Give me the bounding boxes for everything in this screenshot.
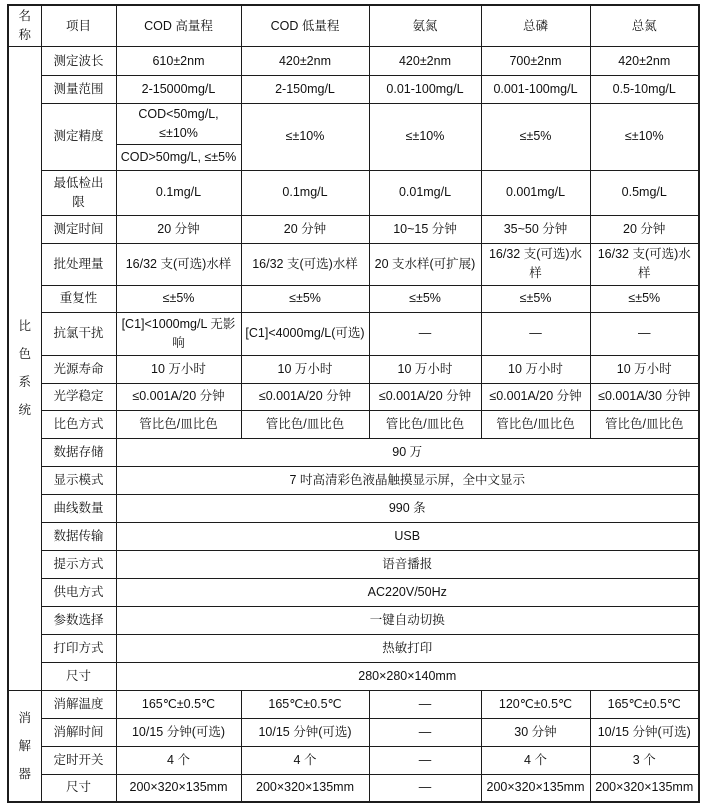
- cell-optical-3: ≤0.001A/20 分钟: [481, 383, 590, 410]
- row-detection-limit: [8, 170, 699, 215]
- cell-accuracy-nh3n: ≤±10%: [369, 104, 481, 171]
- cell-cmode-0: 管比色/皿比色: [116, 410, 241, 438]
- cell-timer-3: 4 个: [481, 746, 590, 774]
- row-label-chlorine: 抗氯干扰: [41, 312, 116, 355]
- cell-timer-4: 3 个: [590, 746, 699, 774]
- cell-timer-1: 4 个: [241, 746, 369, 774]
- row-label-range: 测量范围: [41, 76, 116, 104]
- cell-display: 7 吋高清彩色液晶触摸显示屏，全中文显示: [116, 466, 699, 494]
- row-transfer: [8, 522, 699, 550]
- row-label-detection-limit: [41, 170, 116, 215]
- cell-range-4: 0.5-10mg/L: [590, 76, 699, 104]
- cell-detection-2: 0.01mg/L: [369, 170, 481, 215]
- cell-mtime-1: 20 分钟: [241, 215, 369, 243]
- cell-dtime-2: —: [369, 718, 481, 746]
- cell-dtemp-4: 165℃±0.5℃: [590, 690, 699, 718]
- cell-batch-2: 20 支水样(可扩展): [369, 243, 481, 285]
- row-label-measure-time: 测定时间: [41, 215, 116, 243]
- row-print: [8, 634, 699, 662]
- row-label-digester-size: 尺寸: [41, 774, 116, 802]
- header-cell-nh3n: 氨氮: [369, 5, 481, 47]
- cell-transfer: USB: [116, 522, 699, 550]
- row-label-timer-switch: 定时开关: [41, 746, 116, 774]
- row-range: [8, 76, 699, 104]
- cell-dtemp-0: 165℃±0.5℃: [116, 690, 241, 718]
- spec-table: [7, 4, 700, 803]
- cell-curves: 990 条: [116, 494, 699, 522]
- cell-repeat-4: ≤±5%: [590, 285, 699, 312]
- row-power: [8, 578, 699, 606]
- row-label-prompt: 提示方式: [41, 550, 116, 578]
- cell-cmode-1: 管比色/皿比色: [241, 410, 369, 438]
- cell-optical-4: ≤0.001A/30 分钟: [590, 383, 699, 410]
- cell-accuracy-tp: ≤±5%: [481, 104, 590, 171]
- row-colorimetric-mode: [8, 410, 699, 438]
- cell-dtime-3: 30 分钟: [481, 718, 590, 746]
- cell-repeat-3: ≤±5%: [481, 285, 590, 312]
- section-digester-text: 消解器: [18, 710, 31, 781]
- row-measure-time: [8, 215, 699, 243]
- cell-chlorine-4: —: [590, 312, 699, 355]
- row-label-detection-limit-text: 最低检出限: [53, 175, 104, 209]
- row-batch: [8, 243, 699, 285]
- cell-mtime-4: 20 分钟: [590, 215, 699, 243]
- cell-wavelength-0: 610±2nm: [116, 47, 241, 76]
- cell-dsize-3: 200×320×135mm: [481, 774, 590, 802]
- row-label-param-select: 参数选择: [41, 606, 116, 634]
- row-label-wavelength: 测定波长: [41, 47, 116, 76]
- row-label-curves: 曲线数量: [41, 494, 116, 522]
- row-label-repeatability: 重复性: [41, 285, 116, 312]
- cell-range-0: 2-15000mg/L: [116, 76, 241, 104]
- row-label-colorimetric-mode: 比色方式: [41, 410, 116, 438]
- header-cell-tp: 总磷: [481, 5, 590, 47]
- header-cell-name: [8, 5, 41, 47]
- cell-dsize-2: —: [369, 774, 481, 802]
- cell-dtemp-3: 120℃±0.5℃: [481, 690, 590, 718]
- cell-chlorine-0: [C1]<1000mg/L 无影响: [116, 312, 241, 355]
- row-prompt: [8, 550, 699, 578]
- row-lamp-life: [8, 355, 699, 383]
- cell-cmode-3: 管比色/皿比色: [481, 410, 590, 438]
- row-param-select: [8, 606, 699, 634]
- cell-batch-0: 16/32 支(可选)水样: [116, 243, 241, 285]
- cell-optical-2: ≤0.001A/20 分钟: [369, 383, 481, 410]
- cell-wavelength-3: 700±2nm: [481, 47, 590, 76]
- cell-range-3: 0.001-100mg/L: [481, 76, 590, 104]
- row-label-accuracy: 测定精度: [41, 104, 116, 171]
- cell-param-select: 一键自动切换: [116, 606, 699, 634]
- row-label-display: 显示模式: [41, 466, 116, 494]
- cell-detection-4: 0.5mg/L: [590, 170, 699, 215]
- cell-lamp-0: 10 万小时: [116, 355, 241, 383]
- row-digest-temp: [8, 690, 699, 718]
- cell-repeat-0: ≤±5%: [116, 285, 241, 312]
- cell-lamp-1: 10 万小时: [241, 355, 369, 383]
- cell-range-1: 2-150mg/L: [241, 76, 369, 104]
- cell-batch-3: 16/32 支(可选)水样: [481, 243, 590, 285]
- cell-size: 280×280×140mm: [116, 662, 699, 690]
- row-label-power: 供电方式: [41, 578, 116, 606]
- row-display: [8, 466, 699, 494]
- header-cell-item: 项目: [41, 5, 116, 47]
- cell-dsize-0: 200×320×135mm: [116, 774, 241, 802]
- row-label-optical-stability: 光学稳定: [41, 383, 116, 410]
- header-row: [8, 5, 699, 47]
- row-timer-switch: [8, 746, 699, 774]
- row-accuracy-sub1: [8, 104, 699, 145]
- row-digest-time: [8, 718, 699, 746]
- cell-batch-1: 16/32 支(可选)水样: [241, 243, 369, 285]
- cell-chlorine-1: [C1]<4000mg/L(可选): [241, 312, 369, 355]
- cell-dtime-0: 10/15 分钟(可选): [116, 718, 241, 746]
- cell-dtemp-2: —: [369, 690, 481, 718]
- header-cell-cod-low: COD 低量程: [241, 5, 369, 47]
- row-chlorine: [8, 312, 699, 355]
- row-label-size: 尺寸: [41, 662, 116, 690]
- cell-repeat-1: ≤±5%: [241, 285, 369, 312]
- cell-wavelength-4: 420±2nm: [590, 47, 699, 76]
- cell-repeat-2: ≤±5%: [369, 285, 481, 312]
- cell-lamp-4: 10 万小时: [590, 355, 699, 383]
- row-optical-stability: [8, 383, 699, 410]
- cell-lamp-3: 10 万小时: [481, 355, 590, 383]
- row-label-print: 打印方式: [41, 634, 116, 662]
- section-label-colorimetric: [8, 47, 41, 691]
- row-digester-size: [8, 774, 699, 802]
- row-storage: [8, 438, 699, 466]
- row-label-digest-temp: 消解温度: [41, 690, 116, 718]
- cell-detection-0: 0.1mg/L: [116, 170, 241, 215]
- row-repeatability: [8, 285, 699, 312]
- cell-mtime-2: 10~15 分钟: [369, 215, 481, 243]
- cell-lamp-2: 10 万小时: [369, 355, 481, 383]
- cell-power: AC220V/50Hz: [116, 578, 699, 606]
- cell-optical-1: ≤0.001A/20 分钟: [241, 383, 369, 410]
- cell-accuracy-cod-low: ≤±10%: [241, 104, 369, 171]
- cell-storage: 90 万: [116, 438, 699, 466]
- row-label-transfer: 数据传输: [41, 522, 116, 550]
- row-label-digest-time: 消解时间: [41, 718, 116, 746]
- cell-detection-1: 0.1mg/L: [241, 170, 369, 215]
- section-colorimetric-text: 比色系统: [18, 319, 31, 418]
- cell-range-2: 0.01-100mg/L: [369, 76, 481, 104]
- cell-mtime-3: 35~50 分钟: [481, 215, 590, 243]
- row-label-lamp-life: 光源寿命: [41, 355, 116, 383]
- row-wavelength: [8, 47, 699, 76]
- cell-dtime-1: 10/15 分钟(可选): [241, 718, 369, 746]
- row-size: [8, 662, 699, 690]
- row-curves: [8, 494, 699, 522]
- cell-wavelength-2: 420±2nm: [369, 47, 481, 76]
- row-label-storage: 数据存储: [41, 438, 116, 466]
- cell-wavelength-1: 420±2nm: [241, 47, 369, 76]
- cell-chlorine-2: —: [369, 312, 481, 355]
- cell-chlorine-3: —: [481, 312, 590, 355]
- cell-timer-0: 4 个: [116, 746, 241, 774]
- cell-mtime-0: 20 分钟: [116, 215, 241, 243]
- cell-detection-3: 0.001mg/L: [481, 170, 590, 215]
- cell-batch-4: 16/32 支(可选)水样: [590, 243, 699, 285]
- cell-prompt: 语音播报: [116, 550, 699, 578]
- header-name-label: 名称: [18, 9, 31, 42]
- header-cell-tn: 总氮: [590, 5, 699, 47]
- cell-cmode-2: 管比色/皿比色: [369, 410, 481, 438]
- cell-cmode-4: 管比色/皿比色: [590, 410, 699, 438]
- cell-accuracy-cod-high-sub1: COD<50mg/L, ≤±10%: [116, 104, 241, 145]
- section-label-digester: [8, 690, 41, 802]
- row-label-batch: 批处理量: [41, 243, 116, 285]
- cell-dsize-1: 200×320×135mm: [241, 774, 369, 802]
- cell-dtime-4: 10/15 分钟(可选): [590, 718, 699, 746]
- cell-optical-0: ≤0.001A/20 分钟: [116, 383, 241, 410]
- cell-timer-2: —: [369, 746, 481, 774]
- cell-dtemp-1: 165℃±0.5℃: [241, 690, 369, 718]
- cell-print: 热敏打印: [116, 634, 699, 662]
- cell-dsize-4: 200×320×135mm: [590, 774, 699, 802]
- cell-accuracy-tn: ≤±10%: [590, 104, 699, 171]
- cell-accuracy-cod-high-sub2: COD>50mg/L, ≤±5%: [116, 144, 241, 170]
- header-cell-cod-high: COD 高量程: [116, 5, 241, 47]
